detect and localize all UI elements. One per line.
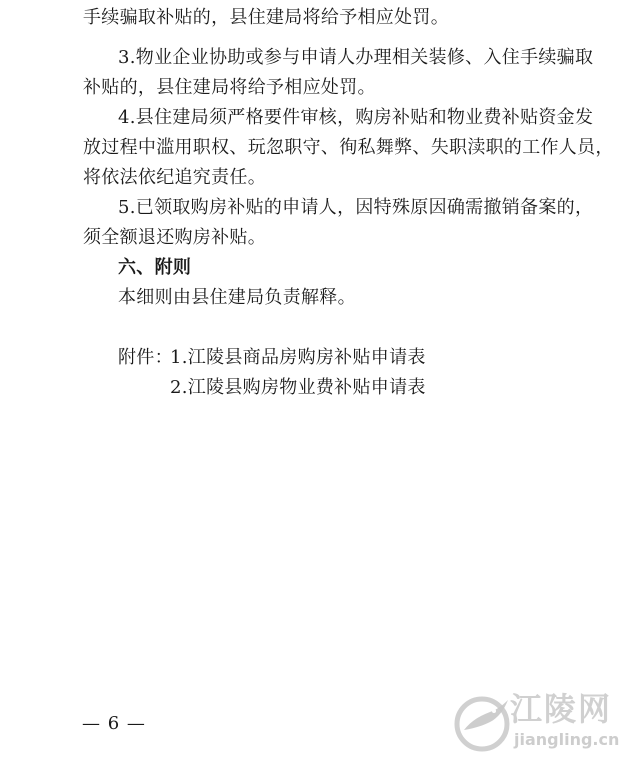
bird-logo-icon [450,690,514,754]
body-line-4: 4.县住建局须严格要件审核，购房补贴和物业费补贴资金发 [118,107,594,128]
attachment-item-1: 1.江陵县商品房购房补贴申请表 [170,347,426,368]
body-line-2: 3.物业企业协助或参与申请人办理相关装修、入住手续骗取 [118,47,594,68]
body-line-6: 将依法依纪追究责任。 [83,167,266,188]
section-heading: 六、附则 [118,257,192,278]
body-line-8: 须全额退还购房补贴。 [83,227,266,248]
body-line-7: 5.已领取购房补贴的申请人，因特殊原因确需撤销备案的， [118,197,594,218]
section-body: 本细则由县住建局负责解释。 [118,287,356,308]
watermark-title: 江陵网 [510,690,613,728]
body-line-1: 手续骗取补贴的，县住建局将给予相应处罚。 [83,7,449,28]
attachments-label: 附件： [118,347,173,368]
site-watermark [450,688,636,756]
page-number: — 6 — [82,713,146,734]
body-line-3: 补贴的，县住建局将给予相应处罚。 [83,77,376,98]
body-line-5: 放过程中滥用职权、玩忽职守、徇私舞弊、失职渎职的工作人员， [83,137,614,158]
attachment-item-2: 2.江陵县购房物业费补贴申请表 [170,377,426,398]
watermark-url: jiangling.cn [514,730,620,749]
